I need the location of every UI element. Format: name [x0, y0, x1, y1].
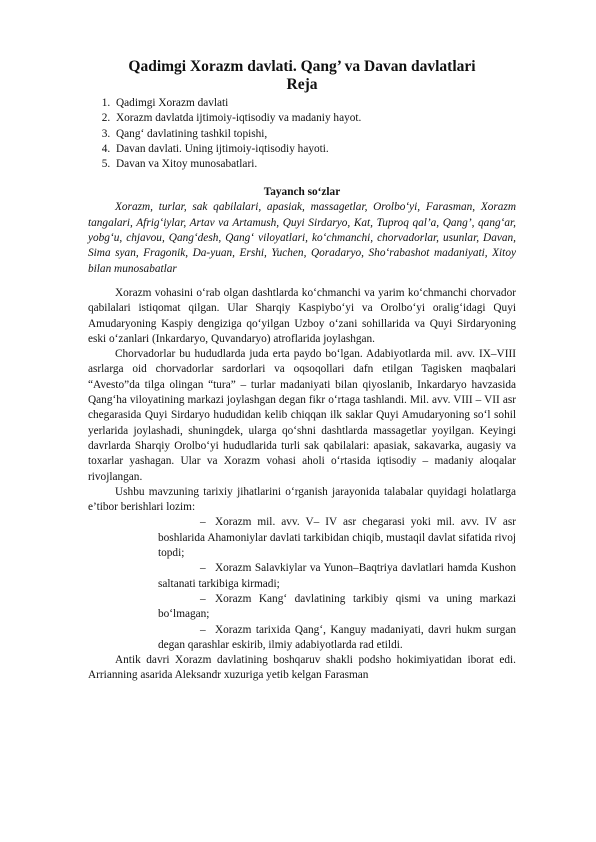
plan-item: 3. Qang‘ davlatining tashkil topishi,: [113, 127, 516, 142]
dash-bullet: –: [200, 516, 206, 529]
body-paragraph: Ushbu mavzuning tarixiy jihatlarini o‘rganish jarayonida talabalar quyidagi holatlarga e’tibor berishlari lozim:: [88, 485, 516, 514]
dash-item-text: Xorazm mil. avv. V– IV asr chegarasi yoki mil. avv. IV asr boshlarida Ahamoniylar davlati tarkibidan chiqib, mustaqil davlat sifatida rivoj topdi;: [158, 516, 516, 560]
plan-heading: Reja: [286, 76, 318, 93]
dash-item-text: Xorazm Kang‘ davlatining tarkibiy qismi va uning markazi bo‘lmagan;: [158, 592, 516, 621]
dash-list-item: [158, 623, 516, 654]
plan-item: 4. Davan davlati. Uning ijtimoiy-iqtisodiy hayoti.: [113, 142, 516, 157]
document-title: Qadimgi Xorazm davlati. Qang’ va Davan davlatlari: [128, 58, 476, 75]
keywords-heading: Tayanch so‘zlar: [263, 186, 341, 199]
body-paragraph: Chorvadorlar bu hududlarda juda erta paydo bo‘lgan. Adabiyotlarda mil. avv. IX–VIII asrlarga oid chorvadorlar sardorlari va oqsoqollari dafn etilgan Tagisken maqbalari “Avesto”da tilga olingan “tura” – turlar madaniyati bilan qiyoslanib, Inkardaryo havzasida Qang‘ha viloyatining markazi joylashgan degan fikr o‘rtaga tashlandi. Mil. avv. VIII – VII asr chegarasida Quyi Sirdaryo hududidan kelib chiqqan ilk saklar Quyi Amudaryoning so‘l sohil yerlarida joylashadi, shuningdek, ularga qo‘shni dashtlarda massagetlar yoyilgan. Keyingi davrlarda Sharqiy Orolbo‘yi hududlarida turli sak qabilalari: apasiak, sakavarka, augasiy va toxarlar yashagan. Ular va Xorazm vohasi aholi o‘rtasida iqtisodiy – madaniy aloqalar rivojlangan.: [88, 348, 516, 483]
dash-list-item: [158, 561, 516, 592]
plan-item: 1. Qadimgi Xorazm davlati: [113, 96, 516, 111]
body-paragraph: Xorazm vohasini o‘rab olgan dashtlarda ko‘chmanchi va yarim ko‘chmanchi chorvador qabilalari istiqomat qilgan. Ular Sharqiy Kaspiybo‘yi va Orolbo‘yi oralig‘idagi Quyi Amudaryoning Kaspiy dengiziga qo‘yilgan Uzboy o‘zani sohillarida va Quyi Sirdaryoning eski o‘zanlari (Inkardaryo, Quvandaryo) atroflarida joylashgan.: [88, 286, 516, 345]
keywords-text: Xorazm, turlar, sak qabilalari, apasiak, massagetlar, Orolbo‘yi, Farasman, Xorazm tangalari, Afrig‘iylar, Artav va Artamush, Quyi Sirdaryo, Kat, Tuproq qal’a, Qang’, qang‘ar, yobg‘u, chjavou, Qang‘desh, Qang‘ viloyatlari, ko‘chmanchi, chorvadorlar, usunlar, Davan, Sima syan, Fragonik, Da-yuan, Ershi, Yuchen, Qoradaryo, Sho‘rabashot madaniyati, Xitoy bilan munosabatlar: [88, 201, 516, 275]
dash-item-text: Xorazm tarixida Qang‘, Kanguy madaniyati, davri hukm surgan degan qarashlar eskirib, ilmiy adabiyotlarda rad etildi.: [158, 623, 516, 651]
dash-item-text: Xorazm Salavkiylar va Yunon–Baqtriya davlatlari hamda Kushon saltanati tarkibiga kirmadi;: [158, 562, 516, 590]
final-paragraph: Antik davri Xorazm davlatining boshqaruv shakli podsho hokimiyatidan iborat edi. Arrianning asarida Aleksandr xuzuriga yetib kelgan Farasman: [88, 654, 516, 682]
plan-item: 5. Davan va Xitoy munosabatlari.: [113, 157, 516, 172]
dash-bullet: –: [200, 623, 206, 636]
plan-item: 2. Xorazm davlatda ijtimoiy-iqtisodiy va madaniy hayot.: [113, 111, 516, 126]
document-content: [88, 58, 516, 684]
dash-bullet: –: [200, 562, 206, 575]
dash-list-item: [158, 515, 516, 561]
dash-bullet: –: [200, 592, 206, 605]
dash-list-item: [158, 592, 516, 623]
plan-list: [88, 96, 516, 172]
